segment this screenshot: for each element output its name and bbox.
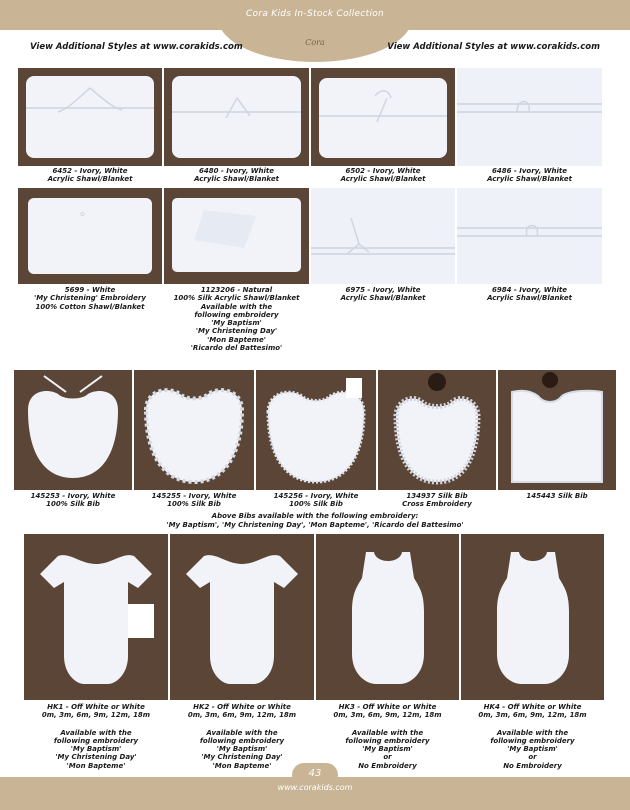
caption-6984: 6984 - Ivory, White Acrylic Shawl/Blanket bbox=[487, 286, 572, 303]
shawl-6502-photo bbox=[311, 68, 455, 166]
onesie-hk1-photo bbox=[24, 534, 168, 700]
collection-title: Cora Kids In-Stock Collection bbox=[245, 9, 385, 19]
caption-6502: 6502 - Ivory, White Acrylic Shawl/Blanket bbox=[340, 167, 426, 184]
footer-website[interactable]: www.corakids.com bbox=[277, 783, 353, 792]
page-number: 43 bbox=[292, 763, 338, 787]
shawl-6452-photo bbox=[18, 68, 162, 166]
bib-145443-photo bbox=[498, 370, 616, 490]
caption-1123206: 1123206 - Natural 100% Silk Acrylic Shawl/Blanket Available with the following embroidery 'My Baptism' 'My Christening Day' 'Mon Bapteme' 'Ricardo del Battesimo' bbox=[173, 286, 300, 353]
caption-hk4: HK4 - Off White or White 0m, 3m, 6m, 9m, 12m, 18m Available with the following embroidery 'My Baptism' or No Embroidery bbox=[478, 703, 587, 770]
onesie-hk3-photo bbox=[316, 534, 459, 700]
caption-6452: 6452 - Ivory, White Acrylic Shawl/Blanket bbox=[47, 167, 133, 184]
bib-145256-photo bbox=[256, 370, 376, 490]
caption-145443: 145443 Silk Bib bbox=[526, 492, 588, 500]
onesie-hk4-photo bbox=[461, 534, 604, 700]
caption-hk3: HK3 - Off White or White 0m, 3m, 6m, 9m, 12m, 18m Available with the following embroidery 'My Baptism' or No Embroidery bbox=[333, 703, 442, 770]
caption-6480: 6480 - Ivory, White Acrylic Shawl/Blanket bbox=[194, 167, 279, 184]
shawl-6486-photo bbox=[457, 68, 602, 166]
shawl-5699-photo bbox=[18, 188, 162, 284]
caption-145253: 145253 - Ivory, White 100% Silk Bib bbox=[30, 492, 116, 509]
caption-hk2: HK2 - Off White or White 0m, 3m, 6m, 9m, 12m, 18m Available with the following embroidery 'My Baptism' 'My Christening Day' 'Mon Bapteme' bbox=[187, 703, 297, 770]
shawl-6480-photo bbox=[164, 68, 309, 166]
bib-145255-photo bbox=[134, 370, 254, 490]
onesie-hk2-photo bbox=[170, 534, 314, 700]
caption-6975: 6975 - Ivory, White Acrylic Shawl/Blanket bbox=[340, 286, 426, 303]
view-styles-link-right[interactable]: View Additional Styles at www.corakids.com bbox=[387, 42, 600, 52]
brand-logo: Cora bbox=[305, 38, 325, 47]
svg-text:✿: ✿ bbox=[80, 211, 86, 218]
caption-145256: 145256 - Ivory, White 100% Silk Bib bbox=[273, 492, 359, 509]
caption-145255: 145255 - Ivory, White 100% Silk Bib bbox=[151, 492, 237, 509]
view-styles-link-left[interactable]: View Additional Styles at www.corakids.com bbox=[30, 42, 243, 52]
bib-145253-photo bbox=[14, 370, 132, 490]
caption-hk1: HK1 - Off White or White 0m, 3m, 6m, 9m, 12m, 18m Available with the following embroidery 'My Baptism' 'My Christening Day' 'Mon Bapteme' bbox=[41, 703, 151, 770]
shawl-6984-photo bbox=[457, 188, 602, 284]
caption-6486: 6486 - Ivory, White Acrylic Shawl/Blanket bbox=[487, 167, 572, 184]
bib-embroidery-note: Above Bibs available with the following embroidery: 'My Baptism', 'My Christening Day', 'Mon Bapteme', 'Ricardo del Battesimo' bbox=[166, 512, 464, 529]
caption-134937: 134937 Silk Bib Cross Embroidery bbox=[402, 492, 472, 509]
shawl-6975-photo bbox=[311, 188, 455, 284]
caption-5699: 5699 - White 'My Christening' Embroidery 100% Cotton Shawl/Blanket bbox=[34, 286, 146, 311]
shawl-1123206-photo bbox=[164, 188, 309, 284]
bib-134937-photo bbox=[378, 370, 496, 490]
